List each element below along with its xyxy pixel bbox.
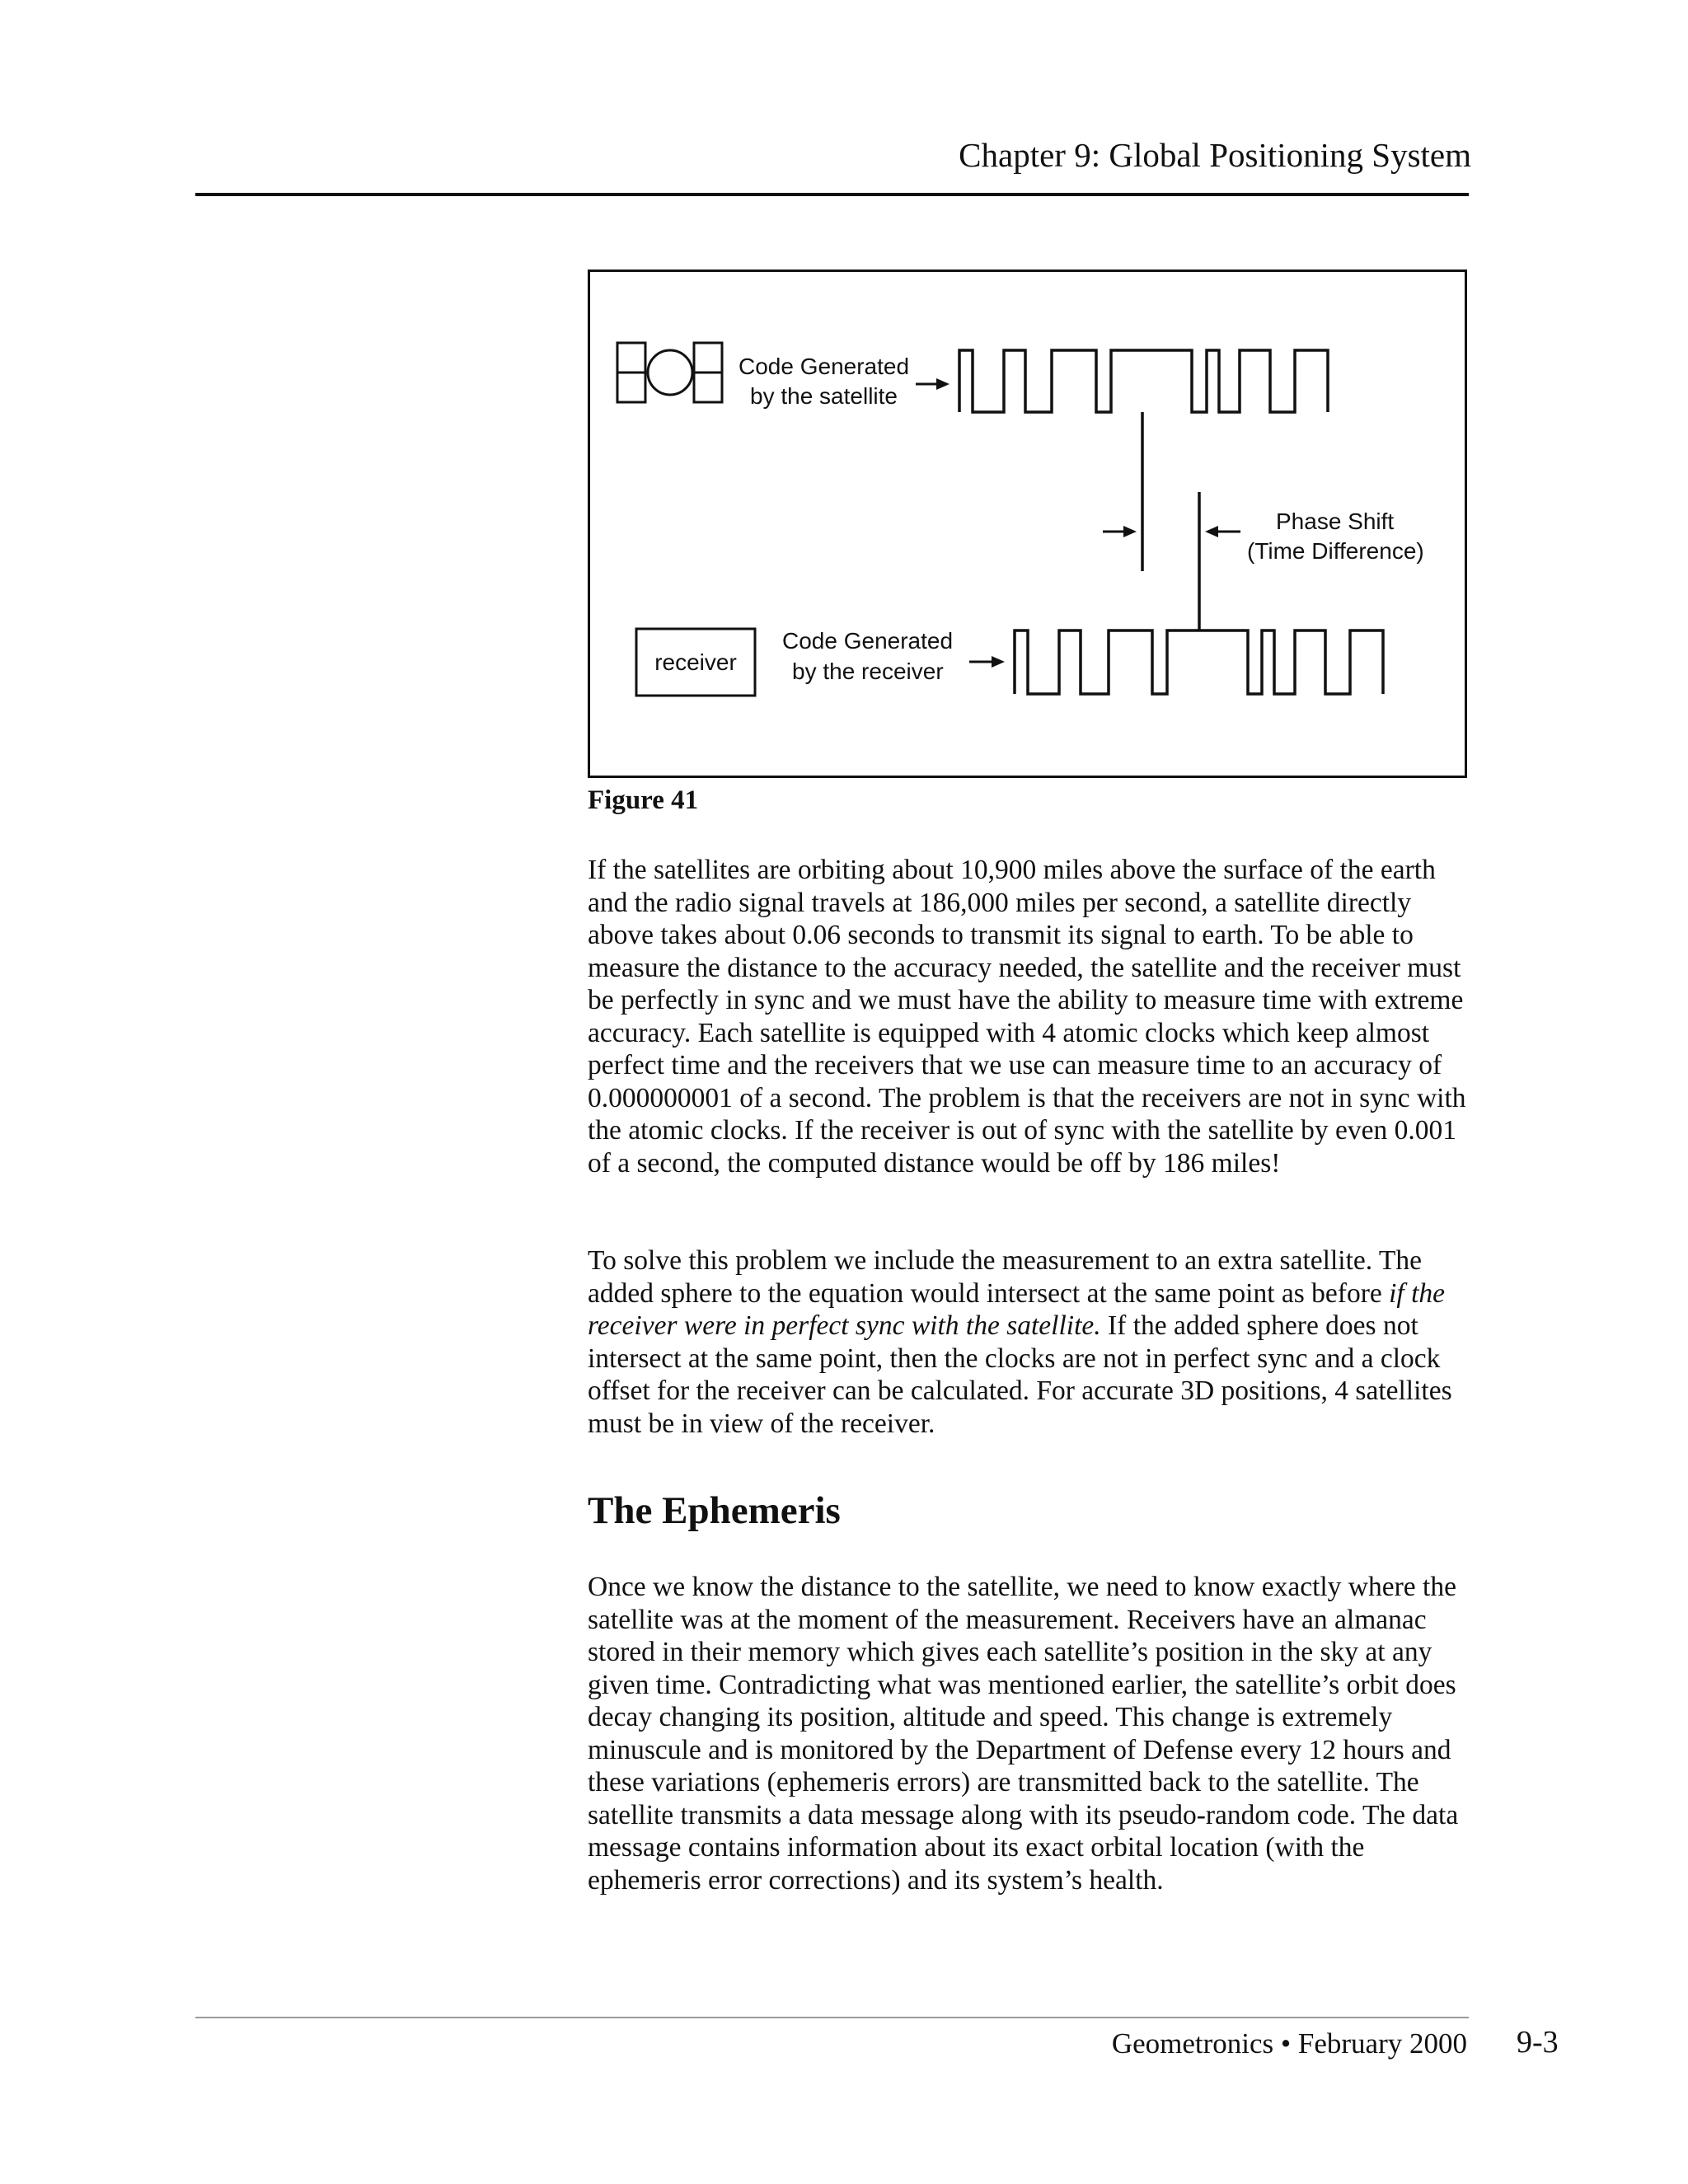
arrow-right-icon <box>969 656 1005 668</box>
section-heading-ephemeris: The Ephemeris <box>588 1489 841 1532</box>
body-paragraph-2-text-b: If the added sphere does not intersect at the same point, then the clocks are not in perfect sync and a clock offset for the receiver can be calculated. For accurate 3D positions, 4 satellites must be in view of the receiver. <box>588 1310 1452 1439</box>
body-paragraph-2-text-a: To solve this problem we include the measurement to an extra satellite. The added sphere to the equation would intersect at the same point as before <box>588 1245 1422 1309</box>
receiver-code-label-line1: Code Generated <box>782 628 954 654</box>
body-paragraph-2 <box>588 1244 1474 1440</box>
body-paragraph-2-italic: if the receiver were in perfect sync with the satellite. <box>588 1277 1446 1341</box>
satellite-code-label-line1: Code Generated <box>738 354 910 379</box>
receiver-code-waveform <box>1015 630 1383 694</box>
body-paragraph-3: Once we know the distance to the satellite, we need to know exactly where the satellite was at the moment of the measurement. Receivers have an almanac stored in their memory which gives each satellite’s position in the sky at any given time. Contradicting what was mentioned earlier, the satellite’s orbit does decay changing its position, altitude and speed. This change is extremely minuscule and is monitored by the Department of Defense every 12 hours and these variations (ephemeris errors) are transmitted back to the satellite. The satellite transmits a data message along with its pseudo-random code. The data message contains information about its exact orbital location (with the ephemeris error corrections) and its system’s health. <box>588 1572 1459 1896</box>
arrow-right-icon <box>916 378 950 390</box>
satellite-code-waveform <box>959 350 1328 412</box>
running-header: Chapter 9: Global Positioning System <box>959 136 1471 174</box>
figure-caption: Figure 41 <box>588 785 699 815</box>
phase-shift-label-line1: Phase Shift <box>1276 509 1395 534</box>
footer-rule <box>195 2017 1469 2018</box>
satellite-icon <box>617 343 722 402</box>
satellite-code-label-line2: by the satellite <box>750 383 898 409</box>
header-rule <box>195 193 1469 196</box>
page-number: 9-3 <box>1517 2025 1559 2060</box>
receiver-code-label-line2: by the receiver <box>792 658 944 684</box>
figure-41-diagram <box>588 269 1467 778</box>
arrow-right-icon <box>1103 526 1137 537</box>
arrow-left-icon <box>1205 526 1240 537</box>
body-paragraph-1: If the satellites are orbiting about 10,900 miles above the surface of the earth and the radio signal travels at 186,000 miles per second, a satellite directly above takes about 0.06 seconds to transmit its signal to earth. To be able to measure the distance to the accuracy needed, the satellite and the receiver must be perfectly in sync and we must have the ability to measure time with extreme accuracy. Each satellite is equipped with 4 atomic clocks which keep almost perfect time and the receivers that we use can measure time to an accuracy of 0.000000001 of a second. The problem is that the receivers are not in sync with the atomic clocks. If the receiver is out of sync with the satellite by even 0.001 of a second, the computed distance would be off by 186 miles! <box>588 855 1466 1179</box>
footer-publication: Geometronics • February 2000 <box>1111 2027 1467 2060</box>
receiver-box-label: receiver <box>654 649 737 675</box>
phase-shift-label-line2: (Time Difference) <box>1247 538 1424 564</box>
